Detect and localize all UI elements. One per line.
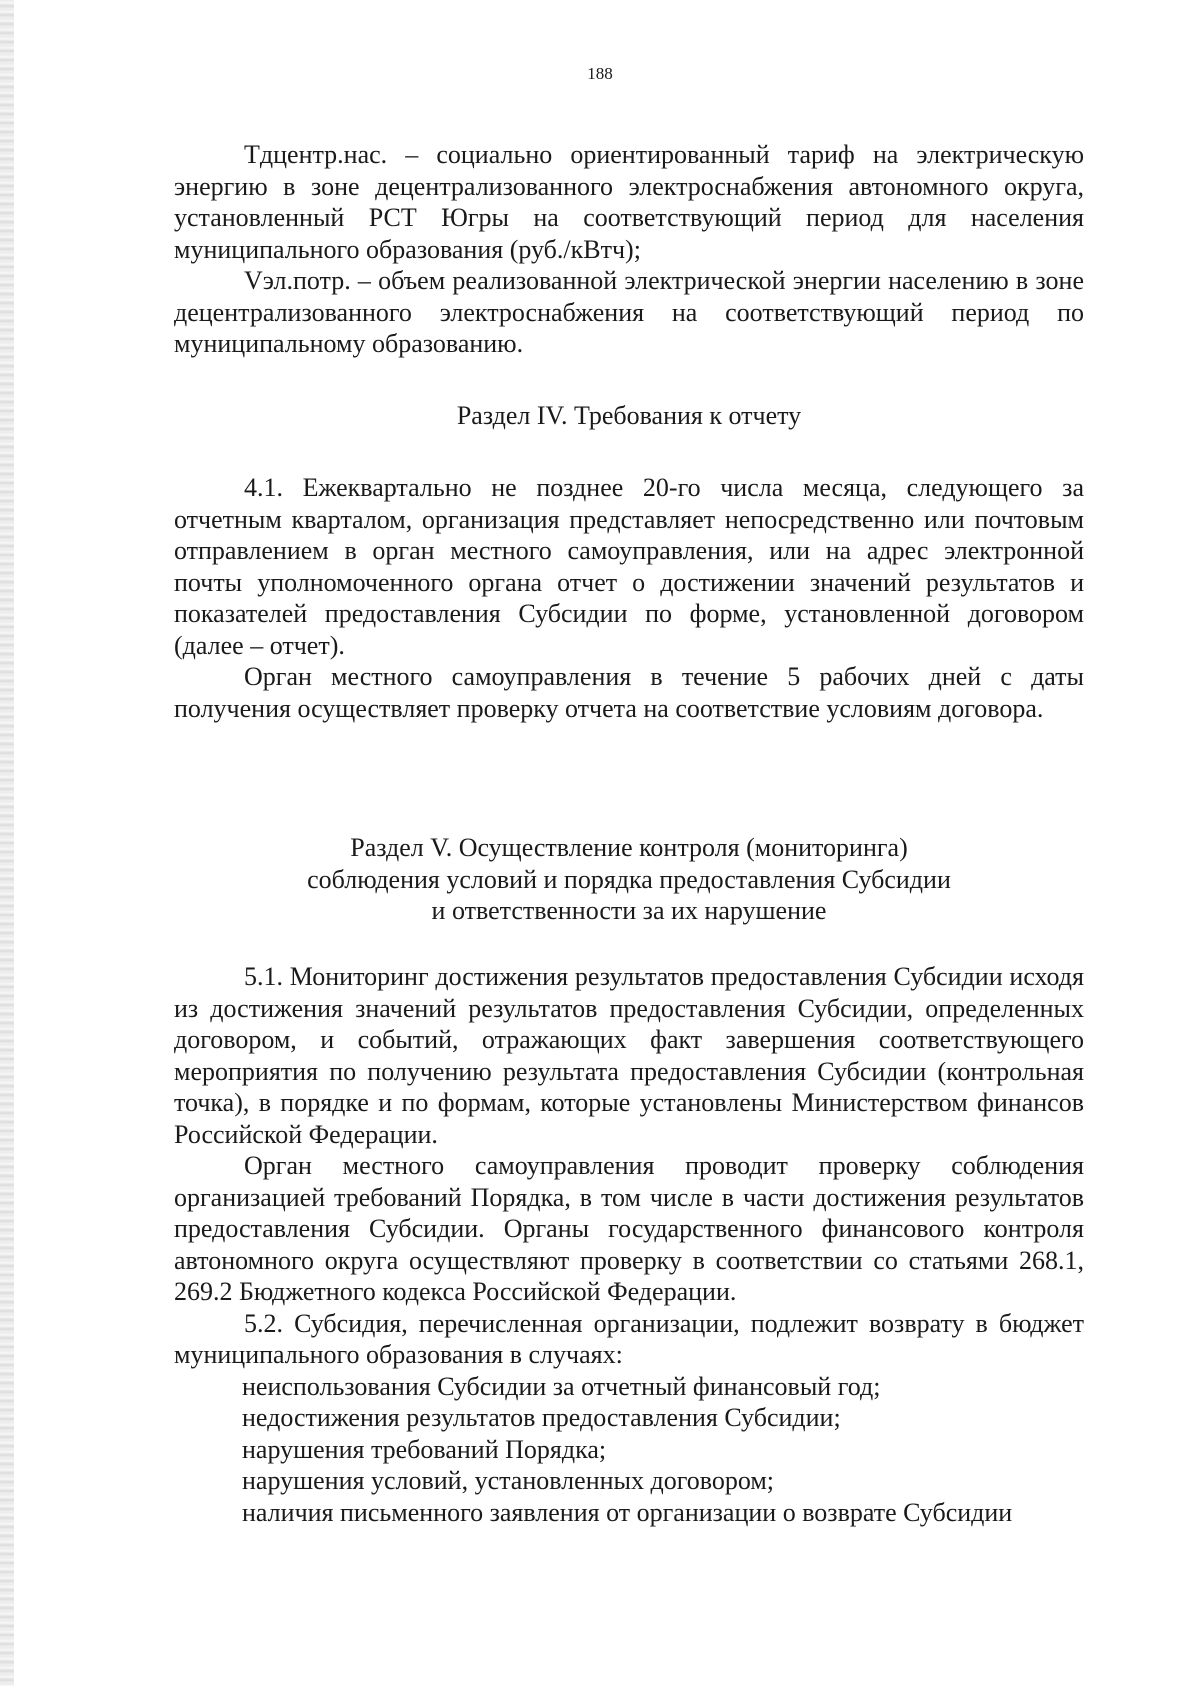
definition-tariff: Тдцентр.нас. – социально ориентированный тариф на электрическую энергию в зоне децентрализованного электроснабжения автономного округа, установленный РСТ Югры на соответствующий период для населения муниципального образования (руб./кВтч); bbox=[174, 140, 1084, 264]
definition-volume: Vэл.потр. – объем реализованной электрической энергии населению в зоне децентрализованного электроснабжения на соответствующий период по муниципальному образованию. bbox=[174, 266, 1084, 358]
scan-edge bbox=[0, 0, 14, 1686]
section-5-heading-line1: Раздел V. Осуществление контроля (мониторинга) bbox=[350, 833, 908, 862]
section-4-body bbox=[174, 472, 1084, 724]
section-4-heading: Раздел IV. Требования к отчету bbox=[456, 401, 802, 430]
list-item: неиспользования Субсидии за отчетный финансовый год; bbox=[242, 1371, 881, 1401]
paragraph-5-1: 5.1. Мониторинг достижения результатов предоставления Субсидии исходя из достижения значений результатов предоставления Субсидии, определенных договором, и событий, отражающих факт завершения соответствующего мероприятия по получению результата предоставления Субсидии (контрольная точка), в порядке и по формам, которые установлены Министерством финансов Российской Федерации. bbox=[174, 962, 1084, 1149]
section-5-heading bbox=[174, 832, 1084, 927]
section-4 bbox=[174, 400, 1084, 432]
paragraph-4-report-check: Орган местного самоуправления в течение 5 рабочих дней с даты получения осуществляет проверку отчета на соответствие условиям договора. bbox=[174, 662, 1084, 723]
paragraph-5-control: Орган местного самоуправления проводит проверку соблюдения организацией требований Порядка, в том числе в части достижения результатов предоставления Субсидии. Органы государственного финансового контроля автономного округа осуществляют проверку в соответствии со статьями 268.1, 269.2 Бюджетного кодекса Российской Федерации. bbox=[174, 1151, 1084, 1306]
definitions-block bbox=[174, 139, 1084, 360]
paragraph-4-1: 4.1. Ежеквартально не позднее 20-го числа месяца, следующего за отчетным кварталом, организация представляет непосредственно или почтовым отправлением в орган местного самоуправления, или на адрес электронной почты уполномоченного органа отчет о достижении значений результатов и показателей предоставления Субсидии по форме, установленной договором (далее – отчет). bbox=[174, 473, 1084, 660]
section-5-heading-line3: и ответственности за их нарушение bbox=[431, 896, 827, 925]
paragraph-5-2: 5.2. Субсидия, перечисленная организации, подлежит возврату в бюджет муниципального образования в случаях: bbox=[174, 1308, 1084, 1369]
page-number: 188 bbox=[587, 64, 613, 83]
list-item: нарушения требований Порядка; bbox=[242, 1434, 607, 1464]
section-5-body bbox=[174, 961, 1084, 1528]
list-item: нарушения условий, установленных договором; bbox=[242, 1466, 775, 1495]
section-5-heading-line2: соблюдения условий и порядка предоставления Субсидии bbox=[307, 864, 951, 894]
list-item: недостижения результатов предоставления Субсидии; bbox=[242, 1403, 841, 1432]
list-item: наличия письменного заявления от организации о возврате Субсидии bbox=[242, 1497, 1013, 1527]
